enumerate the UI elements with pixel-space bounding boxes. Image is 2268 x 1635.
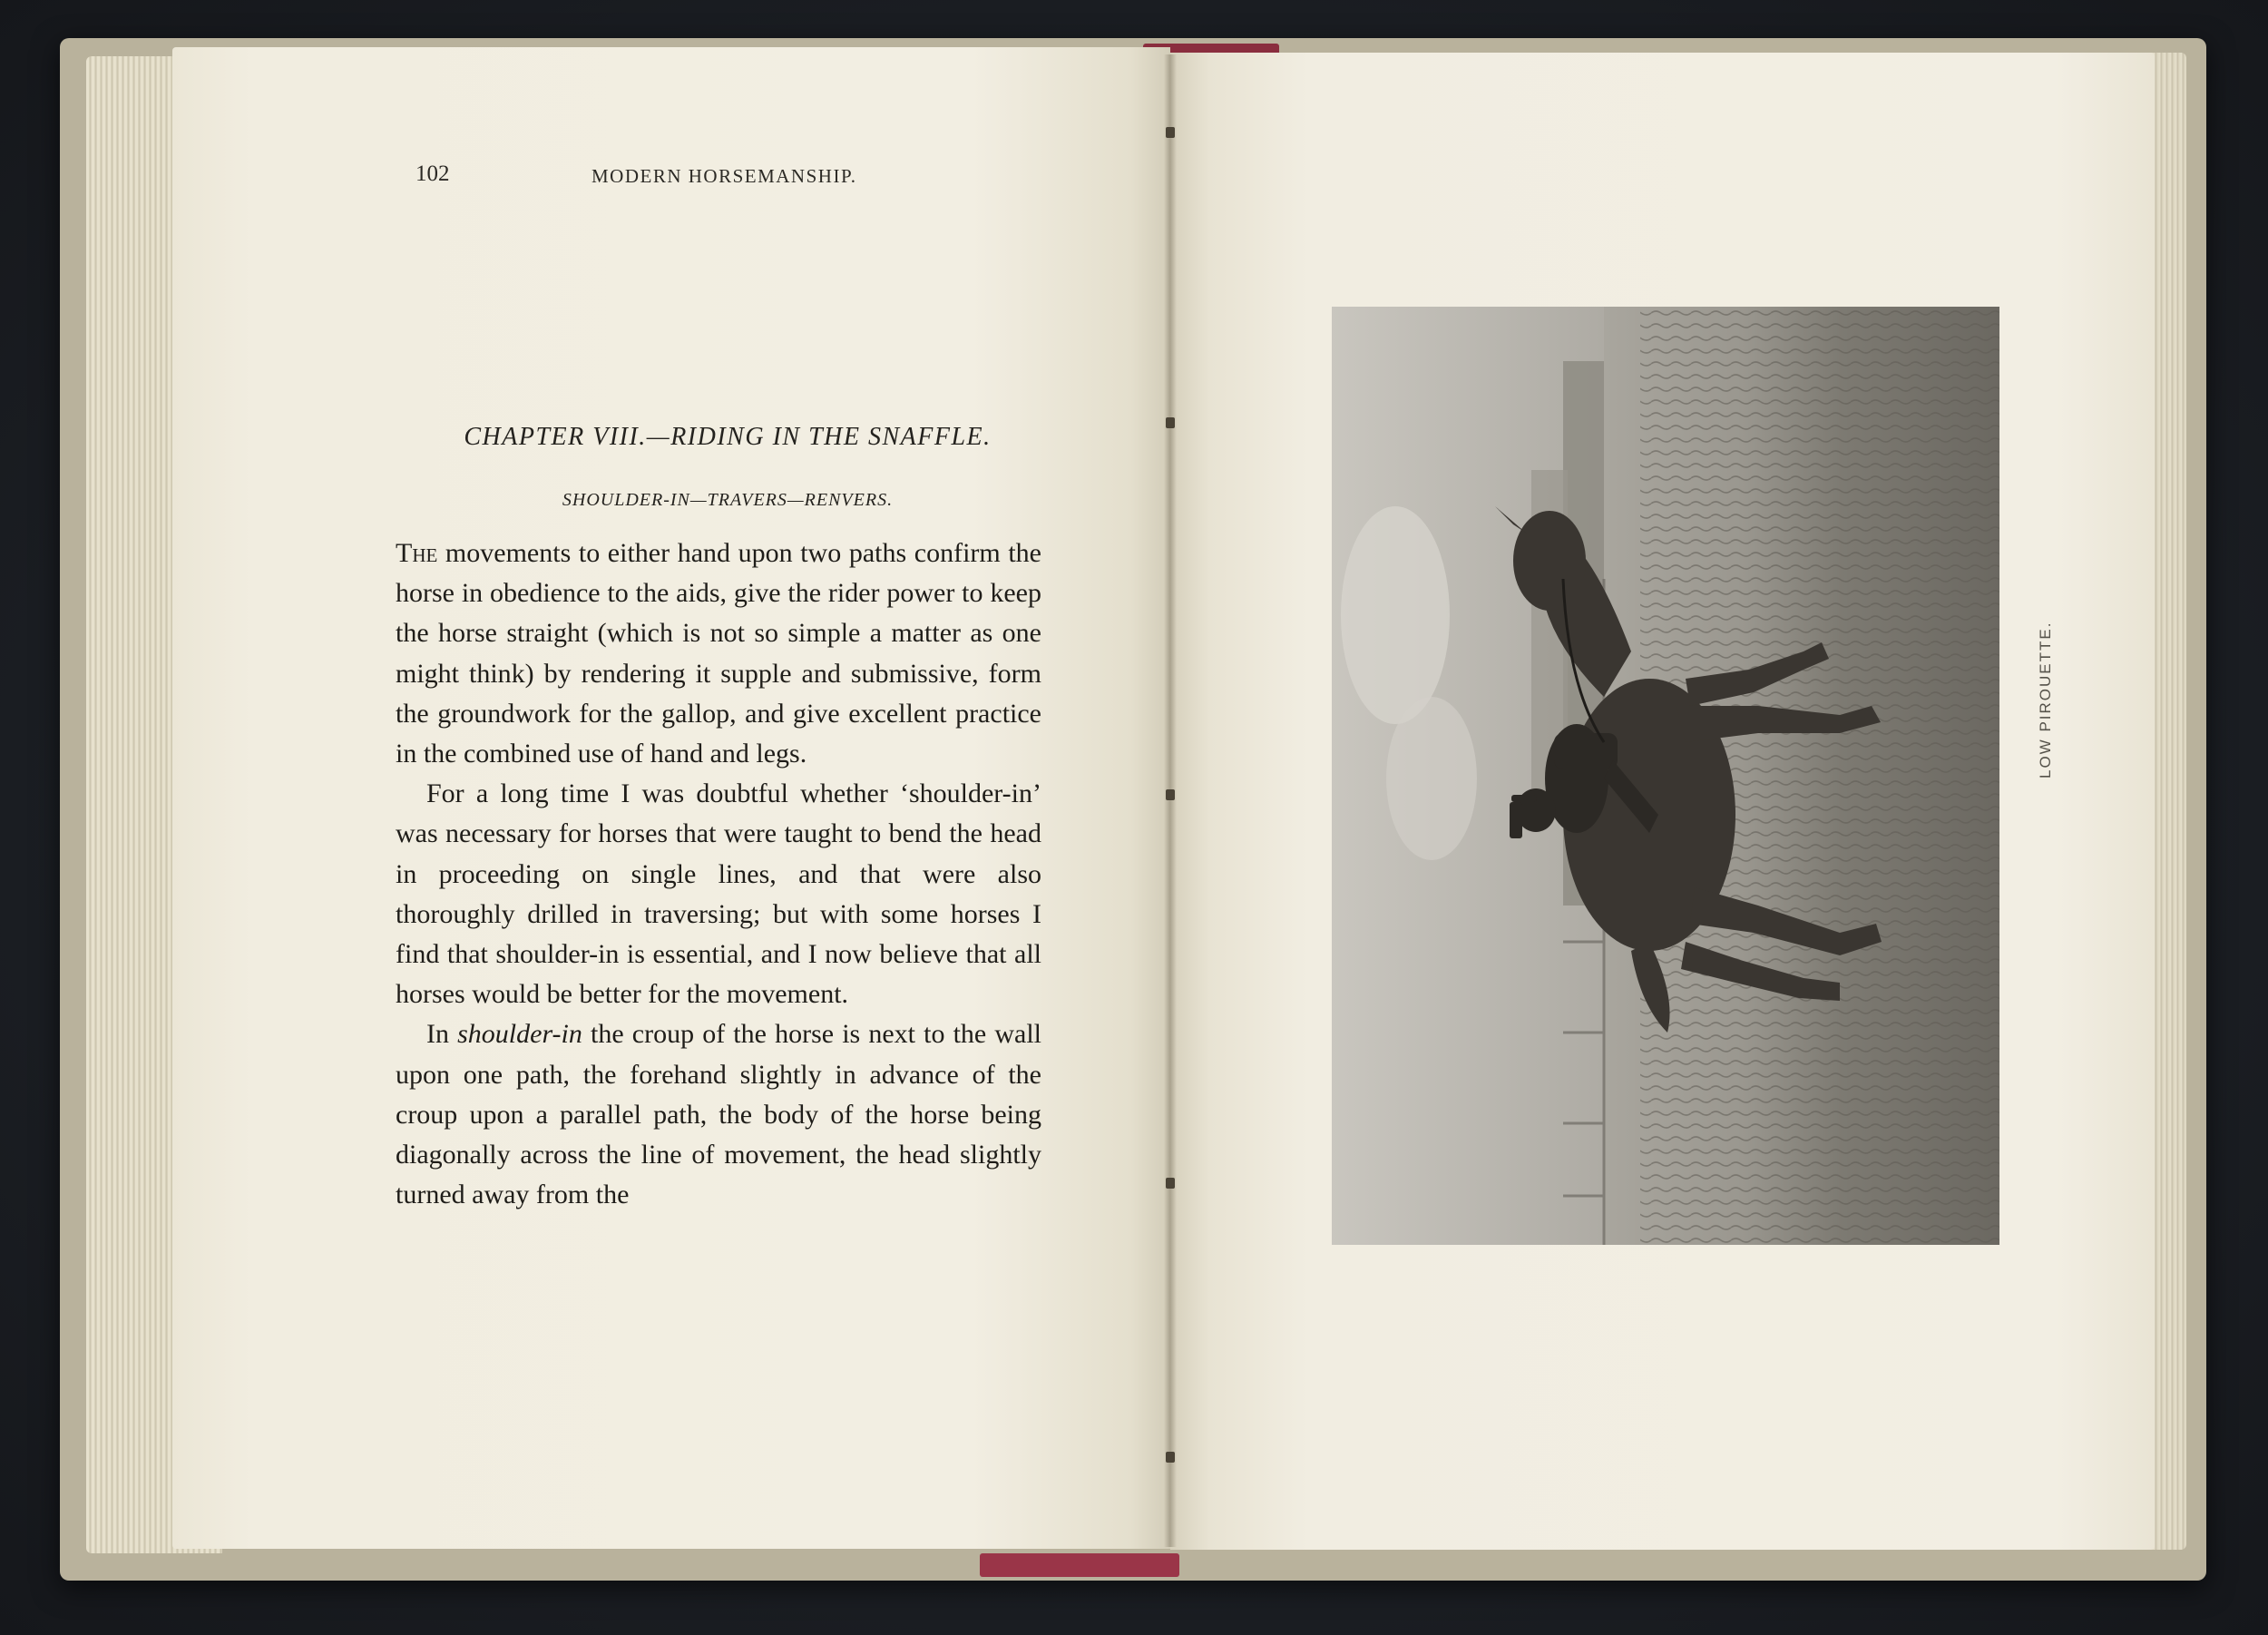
plate-caption: LOW PIROUETTE. xyxy=(2037,621,2054,778)
binding-stitch xyxy=(1166,1452,1175,1463)
photo-plate xyxy=(1332,307,1999,1245)
paragraph xyxy=(396,534,1041,774)
binding-stitch xyxy=(1166,127,1175,138)
binding-stitch xyxy=(1166,1178,1175,1189)
chapter-title: CHAPTER VIII.—RIDING IN THE SNAFFLE. xyxy=(464,423,992,451)
paragraph-text: the croup of the horse is next to the wall upon one path, the forehand slightly in advance of the croup upon a parallel path, the body of the horse being diagonally across the line of movement, the head slightly turned away from the xyxy=(396,1019,1041,1210)
spine-cloth-bottom xyxy=(980,1553,1179,1577)
emphasis-term: shoulder-in xyxy=(457,1019,582,1050)
opening-word: The xyxy=(396,538,438,568)
paragraph-text: For a long time I was doubtful whether ‘shoulder-in’ was necessary for horses that were taught to bend the head in proceeding on single lines, and that were also thoroughly drilled in traversing; but with some horses I find that shoulder-in is essential, and I now believe that all horses would be better for the movement. xyxy=(396,778,1041,1010)
horse-rider-illustration xyxy=(1332,307,1999,1245)
binding-stitch xyxy=(1166,417,1175,428)
page-number: 102 xyxy=(415,162,450,186)
paragraph-lead: In xyxy=(426,1019,458,1050)
paragraph xyxy=(396,774,1041,1014)
body-text xyxy=(396,534,1041,1215)
paragraph-text: movements to either hand upon two paths confirm the horse in obedience to the aids, give the rider power to keep the horse straight (which is not so simple a matter as one might think) by rendering it supple and submissive, form the groundwork for the gallop, and give excellent practice in the combined use of hand and legs. xyxy=(396,538,1041,769)
chapter-subtitle: SHOULDER-IN—TRAVERS—RENVERS. xyxy=(562,490,894,510)
paragraph xyxy=(396,1014,1041,1215)
running-head: MODERN HORSEMANSHIP. xyxy=(591,165,857,187)
book-gutter xyxy=(1164,54,1177,1547)
binding-stitch xyxy=(1166,789,1175,800)
